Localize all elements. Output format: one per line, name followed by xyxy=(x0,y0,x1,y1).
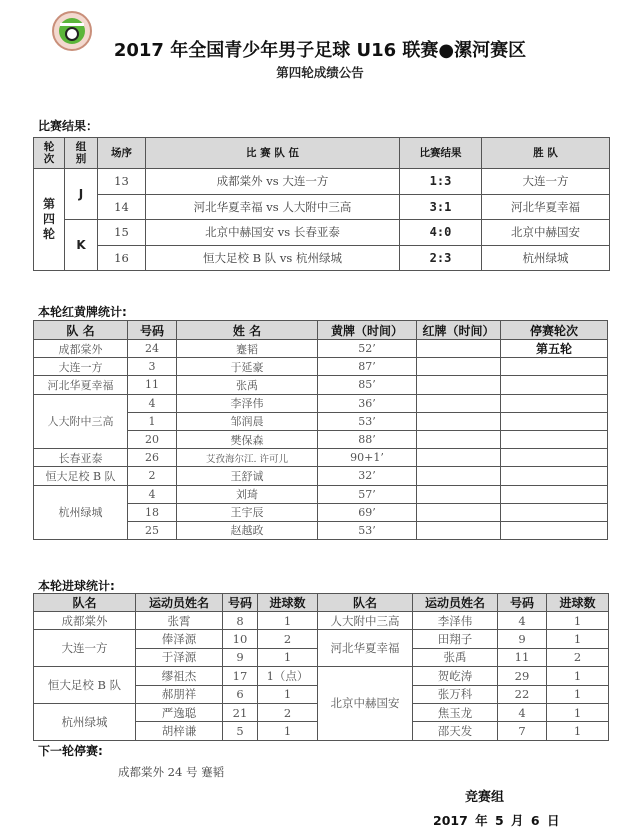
table-row xyxy=(34,667,609,685)
winner-cell: 杭州绿城 xyxy=(482,245,610,271)
goals-cell: 1 xyxy=(258,685,318,703)
score-cell: 1:3 xyxy=(400,169,482,195)
team-cell: 大连一方 xyxy=(34,630,136,667)
name-cell: 蹇韬 xyxy=(177,340,318,358)
red-cell xyxy=(417,485,501,503)
col-header-seq: 场序 xyxy=(98,138,146,169)
team-cell: 长春亚泰 xyxy=(34,449,128,467)
col-header-team: 队名 xyxy=(318,594,413,612)
yellow-cell: 53’ xyxy=(318,521,417,539)
player-cell: 贺屹涛 xyxy=(413,667,498,685)
suspension-cell xyxy=(501,449,608,467)
name-cell: 王宇辰 xyxy=(177,503,318,521)
group-cell: J xyxy=(65,169,98,220)
number-cell: 4 xyxy=(128,485,177,503)
number-cell: 21 xyxy=(223,703,258,721)
player-cell: 邵天发 xyxy=(413,722,498,740)
col-header-number: 号码 xyxy=(128,321,177,340)
number-cell: 26 xyxy=(128,449,177,467)
col-header-team: 队 名 xyxy=(34,321,128,340)
suspended-player: 成都棠外 24 号 蹇韬 xyxy=(118,765,225,779)
number-cell: 6 xyxy=(223,685,258,703)
team-cell: 河北华夏幸福 xyxy=(34,376,128,394)
number-cell: 5 xyxy=(223,722,258,740)
player-cell: 李泽伟 xyxy=(413,612,498,630)
col-header-teams: 比 赛 队 伍 xyxy=(146,138,400,169)
number-cell: 25 xyxy=(128,521,177,539)
team-cell: 北京中赫国安 xyxy=(318,667,413,741)
yellow-cell: 88’ xyxy=(318,430,417,448)
match-results-table xyxy=(33,137,610,271)
suspension-cell xyxy=(501,521,608,539)
table-row xyxy=(34,220,610,246)
suspension-cell xyxy=(501,503,608,521)
number-cell: 9 xyxy=(498,630,547,648)
number-cell: 24 xyxy=(128,340,177,358)
results-section-label: 比赛结果： xyxy=(38,119,99,133)
player-cell: 田翔子 xyxy=(413,630,498,648)
yellow-cell: 52’ xyxy=(318,340,417,358)
page-title: 2017 年全国青少年男子足球 U16 联赛●漯河赛区 xyxy=(113,40,527,61)
number-cell: 4 xyxy=(498,703,547,721)
player-cell: 张万科 xyxy=(413,685,498,703)
red-cell xyxy=(417,412,501,430)
number-cell: 11 xyxy=(128,376,177,394)
goals-table xyxy=(33,593,609,741)
yellow-cell: 85’ xyxy=(318,376,417,394)
round-cell: 第四轮 xyxy=(34,169,65,271)
table-row xyxy=(34,169,610,195)
table-row xyxy=(34,467,608,485)
team-cell: 人大附中三高 xyxy=(318,612,413,630)
yellow-cell: 32’ xyxy=(318,467,417,485)
seq-cell: 13 xyxy=(98,169,146,195)
table-row xyxy=(34,358,608,376)
red-cell xyxy=(417,449,501,467)
col-header-score: 比赛结果 xyxy=(400,138,482,169)
name-cell: 赵越政 xyxy=(177,521,318,539)
col-header-player: 运动员姓名 xyxy=(413,594,498,612)
team-cell: 杭州绿城 xyxy=(34,485,128,540)
cards-section-label: 本轮红黄牌统计: xyxy=(38,305,127,319)
organizer-signature: 竞赛组 xyxy=(465,790,505,805)
goals-cell: 1 xyxy=(547,667,609,685)
red-cell xyxy=(417,521,501,539)
team-cell: 恒大足校 B 队 xyxy=(34,467,128,485)
number-cell: 1 xyxy=(128,412,177,430)
goals-cell: 1 xyxy=(547,703,609,721)
player-cell: 张霄 xyxy=(136,612,223,630)
table-row xyxy=(34,376,608,394)
goals-cell: 1（点） xyxy=(258,667,318,685)
player-cell: 胡梓谦 xyxy=(136,722,223,740)
red-cell xyxy=(417,394,501,412)
col-header-goals: 进球数 xyxy=(547,594,609,612)
yellow-cell: 90+1’ xyxy=(318,449,417,467)
teams-cell: 成都棠外 vs 大连一方 xyxy=(146,169,400,195)
goals-cell: 1 xyxy=(547,685,609,703)
red-cell xyxy=(417,503,501,521)
table-row xyxy=(34,449,608,467)
suspension-cell xyxy=(501,358,608,376)
col-header-player: 运动员姓名 xyxy=(136,594,223,612)
goals-cell: 1 xyxy=(258,612,318,630)
table-row xyxy=(34,612,609,630)
player-cell: 缪祖杰 xyxy=(136,667,223,685)
page-subtitle: 第四轮成绩公告 xyxy=(276,65,364,80)
goals-cell: 1 xyxy=(547,722,609,740)
col-header-round: 轮次 xyxy=(34,138,65,169)
logo-band xyxy=(60,23,84,26)
number-cell: 2 xyxy=(128,467,177,485)
yellow-cell: 53’ xyxy=(318,412,417,430)
score-cell: 4:0 xyxy=(400,220,482,246)
number-cell: 20 xyxy=(128,430,177,448)
col-header-group: 组别 xyxy=(65,138,98,169)
goals-cell: 2 xyxy=(258,630,318,648)
col-header-yellow: 黄牌（时间） xyxy=(318,321,417,340)
player-cell: 于泽源 xyxy=(136,648,223,666)
yellow-cell: 57’ xyxy=(318,485,417,503)
team-cell: 河北华夏幸福 xyxy=(318,630,413,667)
col-header-winner: 胜 队 xyxy=(482,138,610,169)
player-cell: 郝朋祥 xyxy=(136,685,223,703)
seq-cell: 15 xyxy=(98,220,146,246)
name-cell: 李泽伟 xyxy=(177,394,318,412)
col-header-number: 号码 xyxy=(498,594,547,612)
cards-table xyxy=(33,320,608,540)
number-cell: 9 xyxy=(223,648,258,666)
table-row xyxy=(34,194,610,220)
number-cell: 11 xyxy=(498,648,547,666)
yellow-cell: 69’ xyxy=(318,503,417,521)
red-cell xyxy=(417,376,501,394)
col-header-team: 队名 xyxy=(34,594,136,612)
suspension-cell xyxy=(501,430,608,448)
col-header-number: 号码 xyxy=(223,594,258,612)
player-cell: 张禹 xyxy=(413,648,498,666)
seq-cell: 16 xyxy=(98,245,146,271)
number-cell: 4 xyxy=(128,394,177,412)
goals-cell: 2 xyxy=(547,648,609,666)
col-header-name: 姓 名 xyxy=(177,321,318,340)
goals-section-label: 本轮进球统计: xyxy=(38,579,115,593)
goals-cell: 1 xyxy=(258,648,318,666)
table-row xyxy=(34,394,608,412)
number-cell: 3 xyxy=(128,358,177,376)
table-row xyxy=(34,245,610,271)
team-cell: 大连一方 xyxy=(34,358,128,376)
suspension-cell: 第五轮 xyxy=(501,340,608,358)
team-cell: 杭州绿城 xyxy=(34,703,136,740)
table-row xyxy=(34,340,608,358)
name-cell: 刘琦 xyxy=(177,485,318,503)
seq-cell: 14 xyxy=(98,194,146,220)
score-cell: 3:1 xyxy=(400,194,482,220)
name-cell: 张禹 xyxy=(177,376,318,394)
table-row xyxy=(34,630,609,648)
suspension-cell xyxy=(501,485,608,503)
number-cell: 29 xyxy=(498,667,547,685)
goals-cell: 1 xyxy=(258,722,318,740)
goals-cell: 1 xyxy=(547,630,609,648)
number-cell: 17 xyxy=(223,667,258,685)
name-cell: 王舒诚 xyxy=(177,467,318,485)
group-cell: K xyxy=(65,220,98,271)
team-cell: 人大附中三高 xyxy=(34,394,128,449)
yellow-cell: 87’ xyxy=(318,358,417,376)
score-cell: 2:3 xyxy=(400,245,482,271)
col-header-red: 红牌（时间） xyxy=(417,321,501,340)
name-cell: 樊保森 xyxy=(177,430,318,448)
suspension-cell xyxy=(501,376,608,394)
teams-cell: 北京中赫国安 vs 长春亚泰 xyxy=(146,220,400,246)
teams-cell: 河北华夏幸福 vs 人大附中三高 xyxy=(146,194,400,220)
winner-cell: 河北华夏幸福 xyxy=(482,194,610,220)
number-cell: 4 xyxy=(498,612,547,630)
suspension-cell xyxy=(501,412,608,430)
team-cell: 恒大足校 B 队 xyxy=(34,667,136,704)
number-cell: 7 xyxy=(498,722,547,740)
red-cell xyxy=(417,467,501,485)
suspension-cell xyxy=(501,467,608,485)
red-cell xyxy=(417,358,501,376)
yellow-cell: 36’ xyxy=(318,394,417,412)
winner-cell: 大连一方 xyxy=(482,169,610,195)
number-cell: 22 xyxy=(498,685,547,703)
number-cell: 18 xyxy=(128,503,177,521)
player-cell: 焦玉龙 xyxy=(413,703,498,721)
name-cell: 艾孜海尔江. 许可儿 xyxy=(177,449,318,467)
number-cell: 10 xyxy=(223,630,258,648)
team-cell: 成都棠外 xyxy=(34,340,128,358)
table-header-row xyxy=(34,321,608,340)
goals-cell: 2 xyxy=(258,703,318,721)
player-cell: 严逸聪 xyxy=(136,703,223,721)
red-cell xyxy=(417,340,501,358)
col-header-suspension: 停赛轮次 xyxy=(501,321,608,340)
announcement-date: 2017 年 5 月 6 日 xyxy=(433,813,560,828)
table-header-row xyxy=(34,138,610,169)
suspended-section-label: 下一轮停赛: xyxy=(38,744,103,758)
team-cell: 成都棠外 xyxy=(34,612,136,630)
name-cell: 于延豪 xyxy=(177,358,318,376)
table-header-row xyxy=(34,594,609,612)
player-cell: 俸泽源 xyxy=(136,630,223,648)
table-row xyxy=(34,485,608,503)
name-cell: 邹润晨 xyxy=(177,412,318,430)
suspension-cell xyxy=(501,394,608,412)
red-cell xyxy=(417,430,501,448)
winner-cell: 北京中赫国安 xyxy=(482,220,610,246)
teams-cell: 恒大足校 B 队 vs 杭州绿城 xyxy=(146,245,400,271)
number-cell: 8 xyxy=(223,612,258,630)
col-header-goals: 进球数 xyxy=(258,594,318,612)
goals-cell: 1 xyxy=(547,612,609,630)
